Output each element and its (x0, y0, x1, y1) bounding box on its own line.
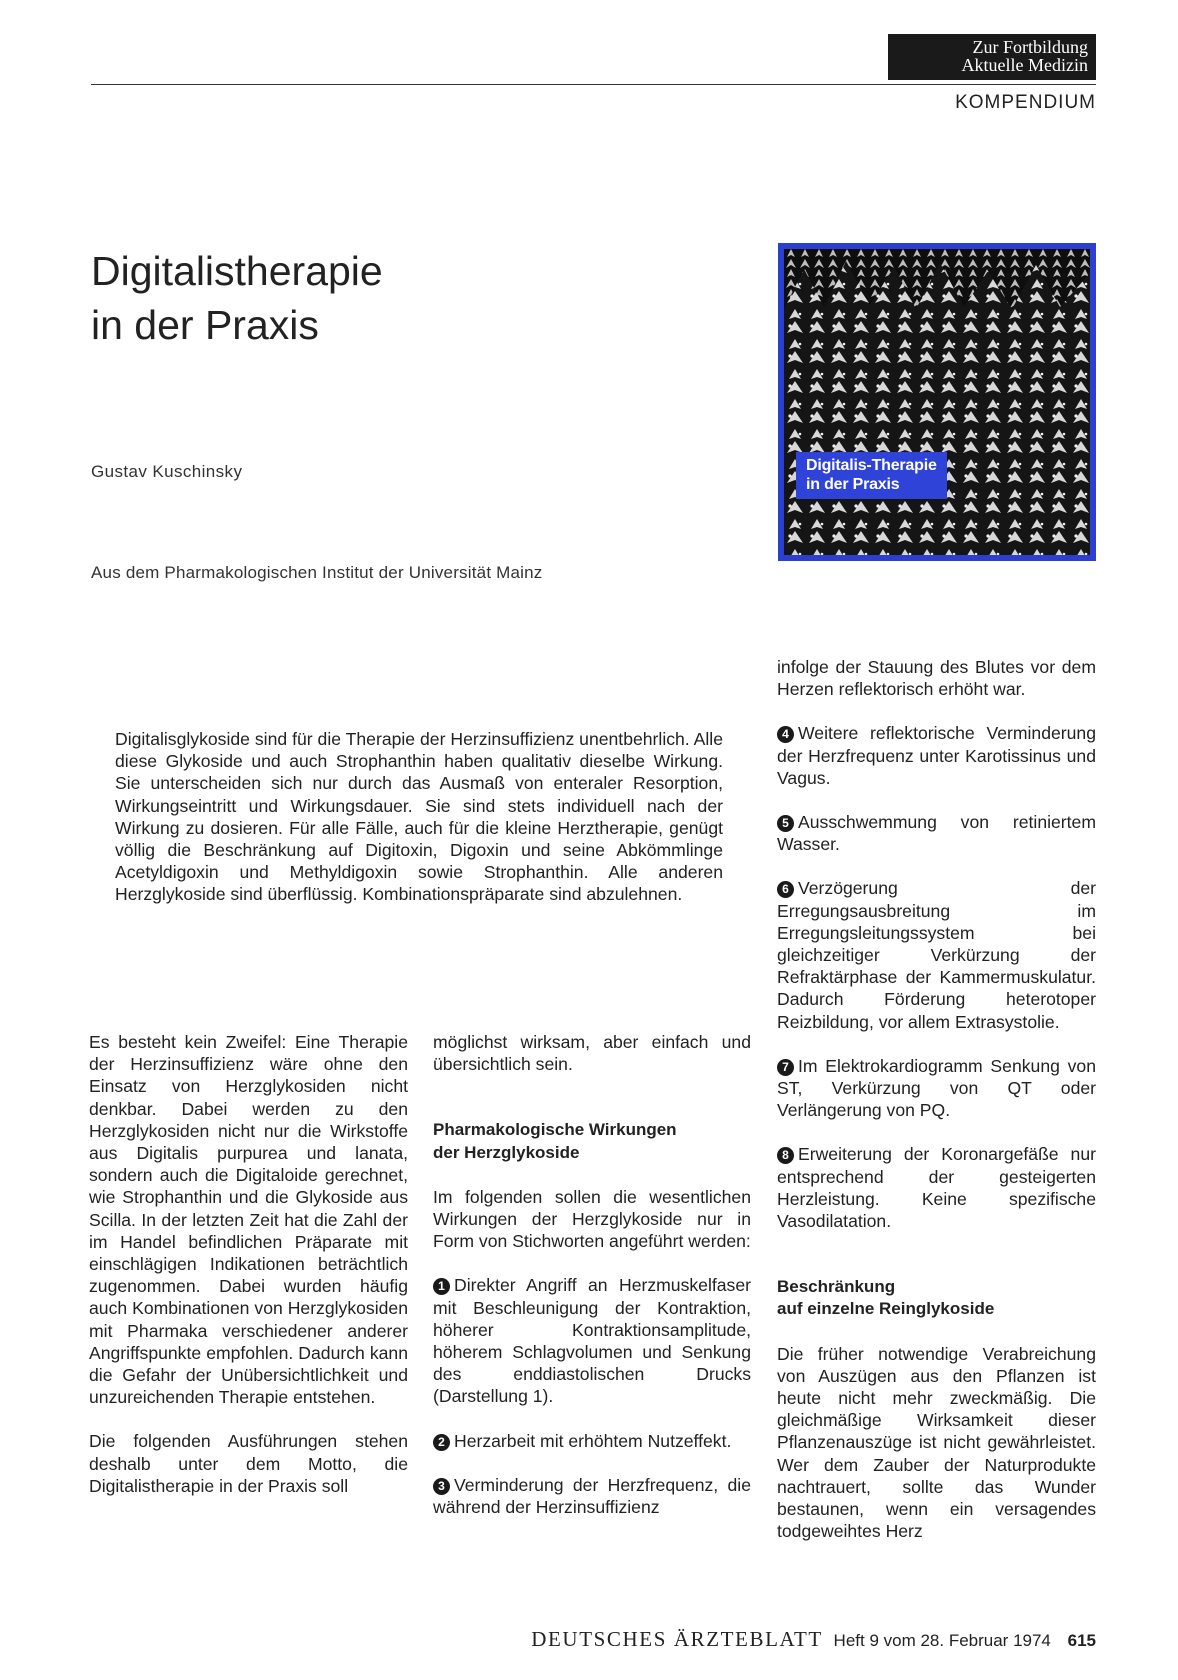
article-title (91, 244, 383, 352)
list-item-text: Herzarbeit mit erhöhtem Nutzeffekt. (454, 1430, 732, 1451)
list-item-text: Verzögerung der Erregungsausbreitung im Erregungsleitungssystem bei gleichzeitiger Verkürzung der Refraktärphase der Kammermuskulatur. Dadurch Förderung heterotoper Reizbildung, vor allem Extrasystolie. (777, 878, 1096, 1032)
foxglove-photo (784, 249, 1090, 555)
number-badge: 8 (777, 1147, 794, 1164)
issue-info: Heft 9 vom 28. Februar 1974 (833, 1631, 1051, 1650)
header-rule (91, 84, 1096, 85)
section-box (888, 34, 1096, 80)
list-item (777, 722, 1096, 789)
list-item-text: Im Elektrokardiogramm Senkung von ST, Verkürzung von QT oder Verlängerung von PQ. (777, 1055, 1096, 1121)
paragraph: möglichst wirksam, aber einfach und übersichtlich sein. (433, 1032, 751, 1075)
heading-line-1: Pharmakologische Wirkungen (433, 1120, 677, 1140)
cover-label-line-2: in der Praxis (806, 476, 900, 493)
list-item (777, 811, 1096, 855)
section-label-1: Zur Fortbildung (972, 37, 1088, 57)
cover-image (778, 243, 1096, 561)
number-badge: 5 (777, 815, 794, 832)
paragraph: Die folgenden Ausführungen stehen deshalb unter dem Motto, die Digitalistherapie in der Praxis soll (89, 1431, 408, 1496)
list-item-text: Direkter Angriff an Herzmuskelfaser mit Beschleunigung der Kontraktion, höherer Kontraktionsamplitude, höherem Schlagvolumen und Senkung des enddiastolischen Drucks (Darstellung 1). (433, 1275, 751, 1407)
list-item-text: Ausschwemmung von retiniertem Wasser. (777, 812, 1096, 855)
paragraph: Die früher notwendige Verabreichung von Auszügen aus den Pflanzen ist heute nicht mehr zweckmäßig. Die gleichmäßige Wirksamkeit dieser Pflanzenauszüge ist nicht gewährleistet. Wer dem Zauber der Naturprodukte nachtrauert, sollte das Wunder bestaunen, wenn ein versagendes todgeweihtes Herz (777, 1343, 1096, 1542)
paragraph: Im folgenden sollen die wesentlichen Wirkungen der Herzglykoside nur in Form von Stichworten angeführt werden: (433, 1186, 751, 1252)
abstract: Digitalisglykoside sind für die Therapie der Herzinsuffizienz unentbehrlich. Alle diese Glykoside und auch Strophanthin haben qualitativ dieselbe Wirkung. Sie unterscheiden sich nur durch das Ausmaß von enteraler Resorption, Wirkungseintritt und Wirkungsdauer. Sie sind stets individuell nach der Wirkung zu dosieren. Für alle Fälle, auch für die kleine Herztherapie, genügt völlig die Beschränkung auf Digitoxin, Digoxin und seine Abkömmlinge Acetyldigoxin und Methyldigoxin sowie Strophanthin. Alle anderen Herzglykoside sind überflüssig. Kombinationspräparate sind abzulehnen. (115, 729, 723, 905)
author-name: Gustav Kuschinsky (91, 462, 243, 481)
number-badge: 6 (777, 881, 794, 898)
number-badge: 1 (433, 1278, 450, 1295)
cover-label-line-1: Digitalis-Therapie (806, 457, 937, 474)
page-footer (461, 1627, 1096, 1652)
title-line-1: Digitalistherapie (91, 248, 383, 294)
paragraph: infolge der Stauung des Blutes vor dem Herzen reflektorisch erhöht war. (777, 657, 1096, 700)
list-item-text: Verminderung der Herzfrequenz, die während der Herzinsuffizienz (433, 1474, 751, 1518)
column-1 (89, 1031, 408, 1519)
list-item (777, 1055, 1096, 1122)
list-item (433, 1474, 751, 1518)
number-badge: 7 (777, 1059, 794, 1076)
institute-line: Aus dem Pharmakologischen Institut der Universität Mainz (91, 563, 543, 582)
heading-line-2: auf einzelne Reinglykoside (777, 1299, 995, 1319)
number-badge: 4 (777, 726, 794, 743)
category-label: KOMPENDIUM (955, 92, 1096, 113)
list-item (433, 1430, 751, 1452)
list-item-text: Erweiterung der Koronargefäße nur entsprechend der gesteigerten Herzleistung. Keine spezifische Vasodilatation. (777, 1144, 1096, 1232)
list-item-text: Weitere reflektorische Verminderung der Herzfrequenz unter Karotissinus und Vagus. (777, 723, 1096, 788)
journal-name: DEUTSCHES ÄRZTEBLATT (531, 1627, 823, 1651)
list-item (777, 877, 1096, 1032)
page-number: 615 (1067, 1631, 1096, 1650)
section-heading (433, 1119, 751, 1163)
list-item (777, 1143, 1096, 1232)
cover-title-label (796, 452, 947, 499)
column-2 (433, 1031, 751, 1540)
column-3 (777, 656, 1096, 1565)
number-badge: 3 (433, 1478, 450, 1495)
title-line-2: in der Praxis (91, 302, 319, 348)
paragraph: Es besteht kein Zweifel: Eine Therapie der Herzinsuffizienz wäre ohne den Einsatz von Herzglykosiden nicht denkbar. Dabei werden zu den Herzglykosiden nicht nur die Wirkstoffe aus Digitalis purpurea und lanata, sondern auch die Digitaloide gerechnet, wie Strophanthin und die Glykoside aus Scilla. In der letzten Zeit hat die Zahl der im Handel befindlichen Präparate mit einschlägigen Indikationen beträchtlich zugenommen. Dabei wurden häufig auch Kombinationen von Herzglykosiden mit Pharmaka verschiedener anderer Angriffspunkte empfohlen. Dadurch kann die Gefahr der Unübersichtlichkeit und unzureichenden Therapie entstehen. (89, 1032, 408, 1408)
heading-line-2: der Herzglykoside (433, 1142, 580, 1162)
section-heading (777, 1276, 1096, 1320)
heading-line-1: Beschränkung (777, 1277, 896, 1297)
section-label-2: Aktuelle Medizin (961, 55, 1088, 75)
number-badge: 2 (433, 1434, 450, 1451)
list-item (433, 1274, 751, 1407)
